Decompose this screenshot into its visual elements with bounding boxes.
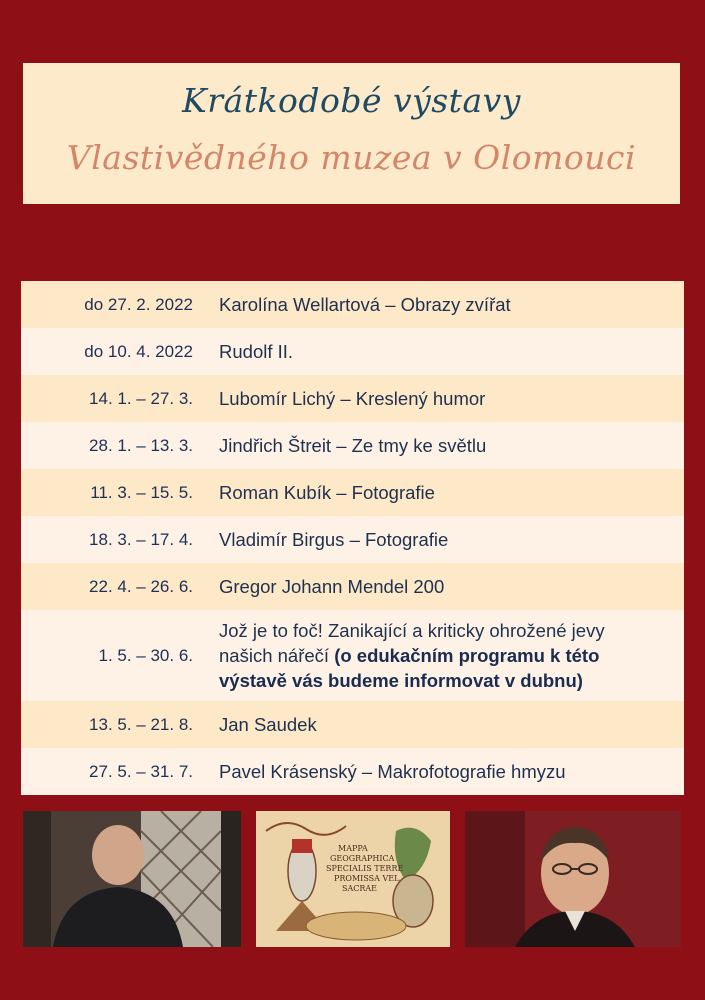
- exhibition-title: Jindřich Štreit – Ze tmy ke světlu: [219, 435, 487, 456]
- exhibition-date: 13. 5. – 21. 8.: [89, 714, 193, 734]
- table-row: [21, 610, 684, 701]
- exhibition-date: 22. 4. – 26. 6.: [89, 576, 193, 596]
- table-row: [21, 516, 684, 563]
- photo-portrait: [465, 811, 681, 947]
- map-text-line: SPECIALIS TERRE: [326, 864, 404, 873]
- table-row: [21, 469, 684, 516]
- table-row: [21, 701, 684, 748]
- table-row: [21, 375, 684, 422]
- page-title: Krátkodobé výstavy: [182, 81, 521, 120]
- exhibition-date: do 27. 2. 2022: [84, 294, 193, 314]
- exhibition-title: Lubomír Lichý – Kreslený humor: [219, 388, 486, 409]
- photo-portrait-illustration: [465, 811, 681, 947]
- table-row: [21, 328, 684, 375]
- exhibition-title: Karolína Wellartová – Obrazy zvířat: [219, 294, 511, 315]
- exhibition-title: Vladimír Birgus – Fotografie: [219, 529, 449, 550]
- table-row: [21, 748, 684, 795]
- map-text-line: GEOGRAPHICA: [330, 854, 395, 863]
- exhibition-date: do 10. 4. 2022: [84, 341, 193, 361]
- exhibition-date: 1. 5. – 30. 6.: [98, 645, 193, 665]
- exhibition-title: [219, 618, 639, 693]
- header-banner: [23, 63, 680, 204]
- map-text-line: MAPPA: [338, 844, 368, 853]
- exhibition-date: 27. 5. – 31. 7.: [89, 761, 193, 781]
- map-text-line: PROMISSA VEL: [334, 874, 400, 883]
- photo-old-map-illustration: [256, 811, 450, 947]
- exhibition-note: (o edukačním programu k této výstavě vás budeme informovat v dubnu): [219, 645, 600, 691]
- exhibition-title: Roman Kubík – Fotografie: [219, 482, 435, 503]
- exhibition-title: Pavel Krásenský – Makrofotografie hmyzu: [219, 761, 566, 782]
- exhibition-title: Rudolf II.: [219, 341, 294, 362]
- photo-old-map: [256, 811, 450, 947]
- exhibition-table: [21, 281, 684, 795]
- exhibition-date: 11. 3. – 15. 5.: [90, 482, 193, 502]
- photo-man-window: [23, 811, 241, 947]
- table-row: [21, 563, 684, 610]
- page-subtitle: Vlastivědného muzea v Olomouci: [66, 138, 637, 177]
- exhibition-title-text: Jož je to foč! Zanikající a kriticky ohrožené jevy našich nářečí: [219, 620, 605, 666]
- exhibition-title: Gregor Johann Mendel 200: [219, 576, 445, 597]
- photo-man-window-illustration: [23, 811, 241, 947]
- exhibition-date: 28. 1. – 13. 3.: [89, 435, 193, 455]
- table-row: [21, 422, 684, 469]
- exhibition-date: 14. 1. – 27. 3.: [89, 388, 193, 408]
- exhibition-date: 18. 3. – 17. 4.: [89, 529, 193, 549]
- map-text-line: SACRAE: [342, 884, 378, 893]
- exhibition-title: Jan Saudek: [219, 714, 317, 735]
- table-row: [21, 281, 684, 328]
